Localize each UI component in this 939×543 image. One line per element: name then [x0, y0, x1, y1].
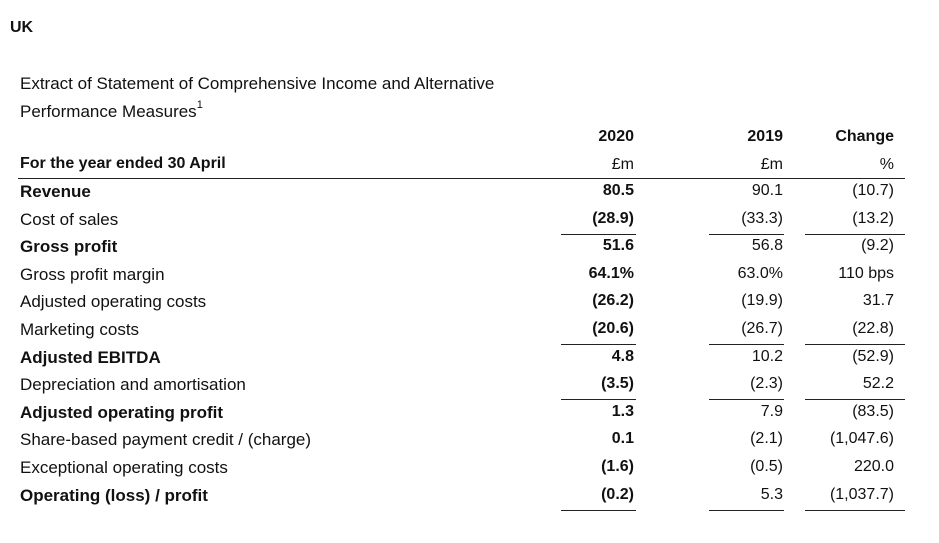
row-label: Depreciation and amortisation — [20, 375, 246, 395]
table-row — [0, 208, 939, 235]
row-label: Gross profit margin — [20, 264, 165, 284]
value-change: (1,037.7) — [829, 485, 894, 503]
period-label: For the year ended 30 April — [20, 155, 226, 172]
value-2019: (2.1) — [750, 430, 783, 448]
value-change: 110 bps — [838, 264, 894, 282]
value-change: 220.0 — [853, 458, 894, 475]
value-2020: (26.2) — [592, 292, 634, 310]
value-2020: 51.6 — [602, 237, 634, 255]
column-header-change: Change — [835, 128, 894, 145]
value-2019: 10.2 — [751, 347, 783, 365]
value-2020: 0.1 — [611, 430, 634, 448]
bottom-rule-2020 — [561, 510, 636, 511]
footnote-marker: 1 — [196, 99, 203, 112]
table-row — [0, 456, 939, 483]
unit-2019: £m — [760, 156, 783, 173]
table-row — [0, 235, 939, 262]
statement-subtitle — [20, 70, 580, 126]
column-header-2019: 2019 — [747, 128, 783, 145]
value-change: (1,047.6) — [829, 430, 894, 448]
value-2020: 4.8 — [611, 347, 634, 365]
column-header-2020: 2020 — [598, 128, 634, 145]
value-2019: (19.9) — [741, 292, 783, 310]
row-label: Adjusted EBITDA — [20, 347, 161, 367]
value-change: 52.2 — [862, 375, 894, 393]
subtitle-text: Extract of Statement of Comprehensive Income and Alternative Performance Measures — [20, 74, 495, 121]
value-change: (10.7) — [852, 182, 894, 199]
value-change: (83.5) — [852, 402, 894, 420]
value-2020: (28.9) — [592, 209, 634, 227]
header-rule — [18, 178, 905, 179]
value-2019: (2.3) — [750, 375, 783, 393]
value-change: (9.2) — [861, 237, 894, 255]
table-row — [0, 401, 939, 428]
value-change: (13.2) — [852, 209, 894, 227]
row-label: Gross profit — [20, 237, 118, 257]
row-label: Adjusted operating profit — [20, 402, 224, 422]
value-2019: 5.3 — [760, 485, 783, 503]
value-2020: (0.2) — [601, 485, 634, 503]
row-label: Operating (loss) / profit — [20, 485, 208, 505]
value-2020: (1.6) — [601, 458, 634, 475]
value-2020: (20.6) — [592, 320, 634, 337]
value-2019: (26.7) — [741, 320, 783, 337]
table-row — [0, 318, 939, 345]
table-row — [0, 263, 939, 290]
row-label: Marketing costs — [20, 320, 140, 339]
section-title: UK — [10, 19, 34, 36]
value-change: (52.9) — [852, 347, 894, 365]
bottom-rule-2019 — [709, 510, 784, 511]
unit-change: % — [879, 156, 894, 173]
value-2020: 80.5 — [602, 182, 634, 199]
bottom-rule-change — [805, 510, 905, 511]
row-label: Adjusted operating costs — [20, 292, 207, 312]
table-row — [0, 346, 939, 373]
value-2019: (33.3) — [741, 209, 783, 227]
value-2019: 7.9 — [760, 402, 783, 420]
table-row — [0, 290, 939, 317]
table-row — [0, 484, 939, 511]
value-2020: (3.5) — [601, 375, 634, 393]
unit-2020: £m — [611, 156, 634, 173]
table-row — [0, 428, 939, 455]
row-label: Revenue — [20, 182, 91, 201]
row-label: Cost of sales — [20, 209, 119, 229]
value-2019: 56.8 — [751, 237, 783, 255]
value-change: 31.7 — [862, 292, 894, 310]
value-2019: (0.5) — [750, 458, 783, 475]
value-2020: 64.1% — [588, 264, 634, 282]
table-row — [0, 180, 939, 207]
row-label: Exceptional operating costs — [20, 458, 228, 477]
value-2020: 1.3 — [611, 402, 634, 420]
value-change: (22.8) — [852, 320, 894, 337]
value-2019: 63.0% — [737, 264, 783, 282]
value-2019: 90.1 — [751, 182, 783, 199]
row-label: Share-based payment credit / (charge) — [20, 430, 312, 450]
table-row — [0, 373, 939, 400]
